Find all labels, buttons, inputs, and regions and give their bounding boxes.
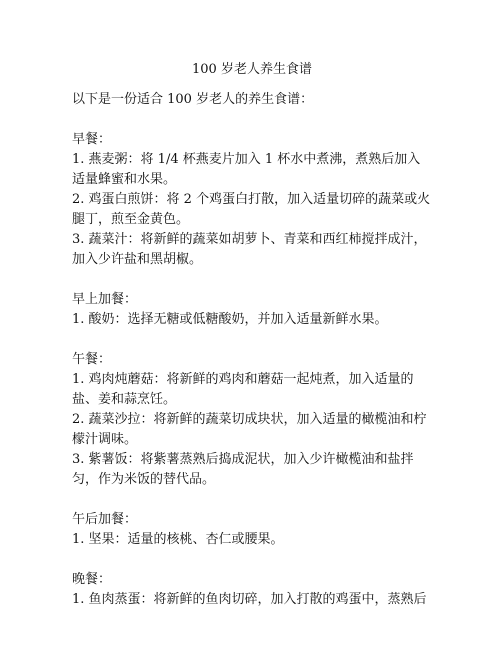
recipe-item: 1. 坚果：适量的核桃、杏仁或腰果。 [72, 532, 284, 547]
section-afternoon-snack [72, 510, 432, 550]
document-title: 100 岁老人养生食谱 [192, 62, 312, 77]
recipe-item: 1. 酸奶：选择无糖或低糖酸奶，并加入适量新鲜水果。 [72, 312, 388, 327]
intro-paragraph: 以下是一份适合 100 岁老人的养生食谱： [72, 92, 314, 107]
section-heading: 早餐： [72, 132, 112, 147]
document-page [72, 60, 432, 630]
recipe-item: 3. 紫薯饭：将紫薯蒸熟后捣成泥状，加入少许橄榄油和盐拌匀，作为米饭的替代品。 [72, 452, 414, 487]
recipe-item: 3. 蔬菜汁：将新鲜的蔬菜如胡萝卜、青菜和西红柿搅拌成汁，加入少许盐和黑胡椒。 [72, 232, 427, 267]
section-heading: 晚餐： [72, 572, 112, 587]
recipe-item: 1. 鱼肉蒸蛋：将新鲜的鱼肉切碎，加入打散的鸡蛋中，蒸熟后 [72, 592, 427, 607]
section-lunch [72, 350, 432, 490]
section-breakfast [72, 130, 432, 270]
section-heading: 早上加餐： [72, 292, 138, 307]
section-heading: 午餐： [72, 352, 112, 367]
section-dinner [72, 570, 432, 610]
section-morning-snack [72, 290, 432, 330]
recipe-item: 2. 蔬菜沙拉：将新鲜的蔬菜切成块状，加入适量的橄榄油和柠檬汁调味。 [72, 412, 427, 447]
recipe-item: 1. 燕麦粥：将 1/4 杯燕麦片加入 1 杯水中煮沸，煮熟后加入适量蜂蜜和水果。 [72, 152, 421, 187]
recipe-item: 1. 鸡肉炖蘑菇：将新鲜的鸡肉和蘑菇一起炖煮，加入适量的盐、姜和蒜烹饪。 [72, 372, 414, 407]
recipe-item: 2. 鸡蛋白煎饼：将 2 个鸡蛋白打散，加入适量切碎的蔬菜或火腿丁，煎至金黄色。 [72, 192, 431, 227]
section-heading: 午后加餐： [72, 512, 138, 527]
